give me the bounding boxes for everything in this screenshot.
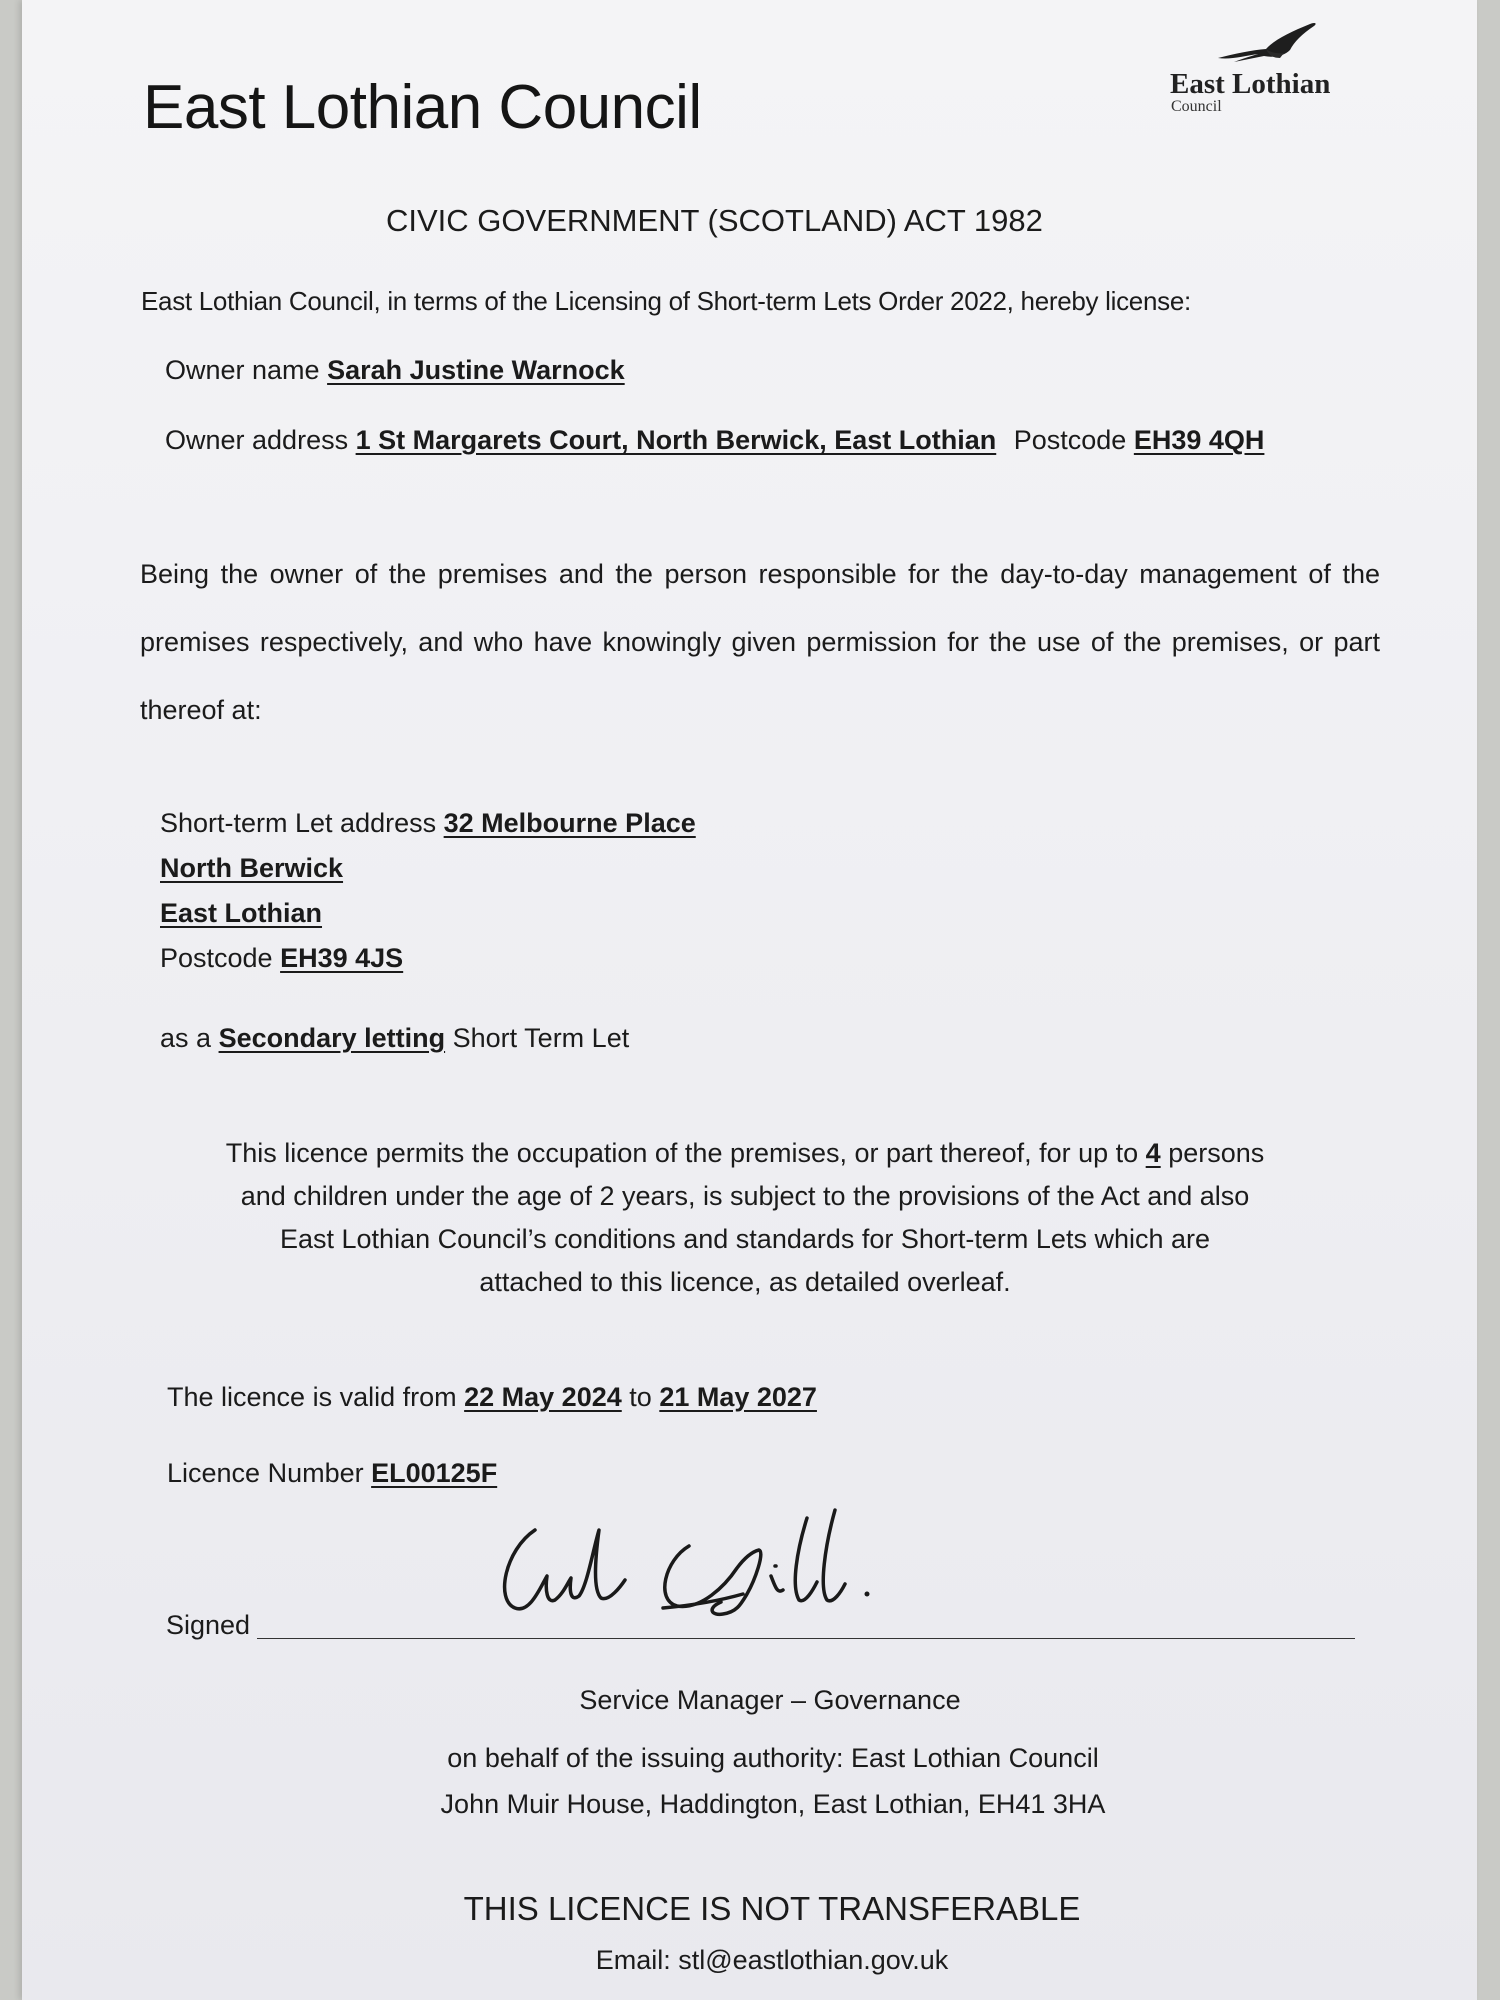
valid-from-date: 22 May 2024 bbox=[464, 1382, 622, 1412]
handwritten-signature bbox=[475, 1490, 895, 1650]
authority-line: on behalf of the issuing authority: East Lothian Council bbox=[447, 1743, 1099, 1773]
occupancy-text-before: This licence permits the occupation of the premises, or part thereof, for up to bbox=[225, 1138, 1139, 1168]
signature-line bbox=[257, 1638, 1355, 1639]
transfer-notice: THIS LICENCE IS NOT TRANSFERABLE bbox=[463, 1890, 1081, 1927]
occupancy-line4: attached to this licence, as detailed overleaf. bbox=[479, 1267, 1011, 1297]
owner-postcode: EH39 4QH bbox=[1133, 425, 1265, 455]
bird-in-flight-icon bbox=[1214, 18, 1324, 68]
let-address-label: Short-term Let address bbox=[160, 808, 437, 838]
let-type-prefix: as a bbox=[160, 1023, 212, 1053]
validity-to-word: to bbox=[629, 1382, 652, 1412]
signed-label: Signed bbox=[166, 1610, 251, 1640]
council-logo bbox=[1162, 18, 1362, 118]
owner-postcode-label: Postcode bbox=[1013, 425, 1127, 455]
occupancy-line2: and children under the age of 2 years, is subject to the provisions of the Act and also bbox=[240, 1181, 1250, 1211]
let-postcode-row bbox=[160, 943, 403, 974]
responsibility-paragraph bbox=[140, 540, 1380, 744]
validity-row bbox=[167, 1382, 817, 1413]
licence-number-label: Licence Number bbox=[167, 1458, 364, 1488]
owner-address-label: Owner address bbox=[165, 425, 349, 455]
owner-name: Sarah Justine Warnock bbox=[327, 355, 625, 385]
owner-address: 1 St Margarets Court, North Berwick, East Lothian bbox=[355, 425, 997, 455]
let-address-line2: North Berwick bbox=[160, 853, 344, 883]
authority-address: John Muir House, Haddington, East Lothian, EH41 3HA bbox=[440, 1789, 1106, 1819]
owner-name-label: Owner name bbox=[165, 355, 320, 385]
owner-address-row bbox=[165, 425, 1264, 456]
let-type: Secondary letting bbox=[218, 1023, 446, 1053]
let-address-line3: East Lothian bbox=[160, 898, 323, 928]
logo-sub: Council bbox=[1171, 98, 1222, 115]
let-type-suffix: Short Term Let bbox=[452, 1023, 630, 1053]
occupancy-text-after: persons bbox=[1168, 1138, 1265, 1168]
intro-text: East Lothian Council, in terms of the Licensing of Short-term Lets Order 2022, hereby license: bbox=[141, 286, 1191, 316]
logo-name: East Lothian bbox=[1170, 68, 1331, 100]
owner-name-row bbox=[165, 355, 625, 386]
let-address-line1: 32 Melbourne Place bbox=[443, 808, 696, 838]
licence-number-row bbox=[167, 1458, 497, 1489]
let-address-row bbox=[160, 808, 696, 839]
occupancy-line1 bbox=[140, 1132, 1350, 1175]
responsibility-text: Being the owner of the premises and the person responsible for the day-to-day management of the premises respectively, and who have knowingly given permission for the use of the premises, or part thereof at: bbox=[140, 559, 1380, 725]
occupancy-conditions bbox=[140, 1132, 1350, 1304]
occupancy-persons: 4 bbox=[1145, 1138, 1161, 1168]
valid-to-date: 21 May 2027 bbox=[659, 1382, 817, 1412]
page-title: East Lothian Council bbox=[143, 73, 702, 142]
signatory-title: Service Manager – Governance bbox=[579, 1685, 961, 1715]
occupancy-line3: East Lothian Council’s conditions and standards for Short-term Lets which are bbox=[280, 1224, 1210, 1254]
let-postcode-label: Postcode bbox=[160, 943, 273, 973]
let-postcode: EH39 4JS bbox=[280, 943, 404, 973]
let-type-row bbox=[160, 1023, 629, 1054]
act-title: CIVIC GOVERNMENT (SCOTLAND) ACT 1982 bbox=[386, 203, 1043, 238]
licence-number: EL00125F bbox=[371, 1458, 498, 1488]
validity-label: The licence is valid from bbox=[167, 1382, 457, 1412]
contact-email: Email: stl@eastlothian.gov.uk bbox=[595, 1945, 949, 1975]
